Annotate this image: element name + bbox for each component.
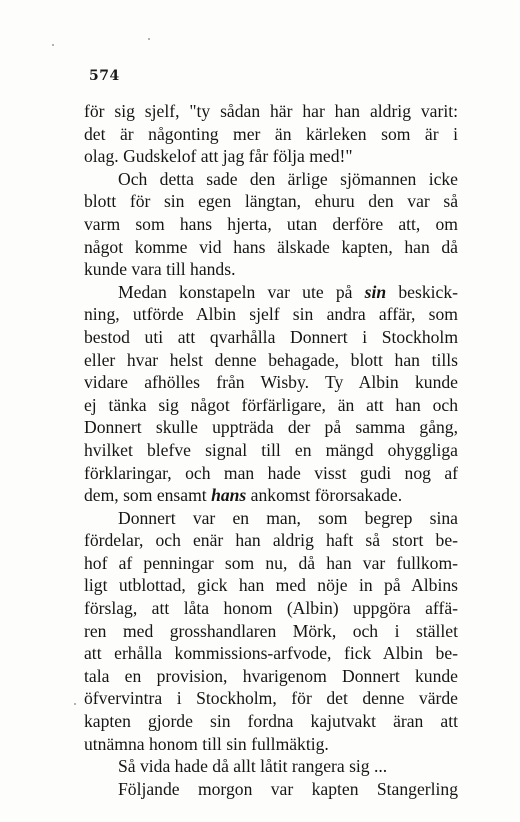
text-line: dem, som ensamt hans ankomst förorsakade. bbox=[84, 485, 403, 506]
emphasized-word: hans bbox=[211, 485, 247, 506]
text-line: att erhålla kommissions-arfvode, fick Albin be- bbox=[84, 643, 458, 664]
text-line: ning, utförde Albin sjelf sin andra affär, som bbox=[84, 304, 458, 325]
paper-speck bbox=[52, 44, 54, 46]
text-line: utnämna honom till sin fullmäktig. bbox=[84, 733, 329, 754]
text-line: förklaringar, och man hade visst gudi nog af bbox=[84, 462, 458, 483]
emphasized-word: sin bbox=[364, 281, 387, 302]
text-line: för sig sjelf, "ty sådan här har han aldrig varit: bbox=[84, 101, 458, 121]
text-line: det är någonting mer än kärleken som är i bbox=[84, 123, 458, 144]
text-line: bestod uti att qvarhålla Donnert i Stockholm bbox=[84, 326, 458, 347]
paragraph-start-line: Så vida hade då allt låtit rangera sig ... bbox=[118, 756, 388, 777]
paragraph-start-line: Följande morgon var kapten Stangerling bbox=[118, 778, 458, 799]
text-line: ligt utblottad, gick han med nöje in på Albins bbox=[84, 575, 458, 596]
text-line: eller hvar helst denne behagade, blott han tills bbox=[84, 349, 458, 370]
text-line: varm som hans hjerta, utan derföre att, om bbox=[84, 213, 458, 234]
paragraph-start-line: Och detta sade den ärlige sjömannen icke bbox=[118, 168, 458, 189]
paper-speck bbox=[148, 38, 150, 40]
text-line: tala en provision, hvarigenom Donnert kunde bbox=[84, 665, 458, 686]
text-line: något komme vid hans älskade kapten, han då bbox=[84, 236, 458, 257]
text-line: öfvervintra i Stockholm, för det denne värde bbox=[84, 688, 458, 709]
text-line: blott för sin egen längtan, ehuru den var så bbox=[84, 191, 458, 212]
text-line: vidare afhölles från Wisby. Ty Albin kunde bbox=[84, 372, 458, 393]
paper-speck bbox=[74, 703, 76, 705]
text-line: förslag, att låta honom (Albin) uppgöra affä- bbox=[84, 598, 458, 619]
paragraph-start-line: Medan konstapeln var ute på sin beskick- bbox=[118, 281, 458, 302]
text-line: hvilket blefve signal till en mängd ohyggliga bbox=[84, 439, 458, 460]
text-line: olag. Gudskelof att jag får följa med!" bbox=[84, 146, 353, 167]
text-line: ren med grosshandlaren Mörk, och i stället bbox=[84, 620, 458, 641]
text-line: kunde vara till hands. bbox=[84, 259, 236, 280]
paragraph-start-line: Donnert var en man, som begrep sina bbox=[118, 507, 458, 528]
page-number: 574 bbox=[89, 68, 120, 84]
text-line: ej tänka sig något förfärligare, än att han och bbox=[84, 394, 458, 415]
text-line: Donnert skulle uppträda der på samma gång, bbox=[84, 417, 458, 438]
body-text bbox=[84, 100, 458, 800]
text-line: fördelar, och enär han aldrig haft så stort be- bbox=[84, 530, 458, 551]
text-line: kapten gjorde sin fordna kajutvakt äran att bbox=[84, 711, 458, 732]
text-line: hof af penningar som nu, då han var fullkom- bbox=[84, 552, 458, 573]
